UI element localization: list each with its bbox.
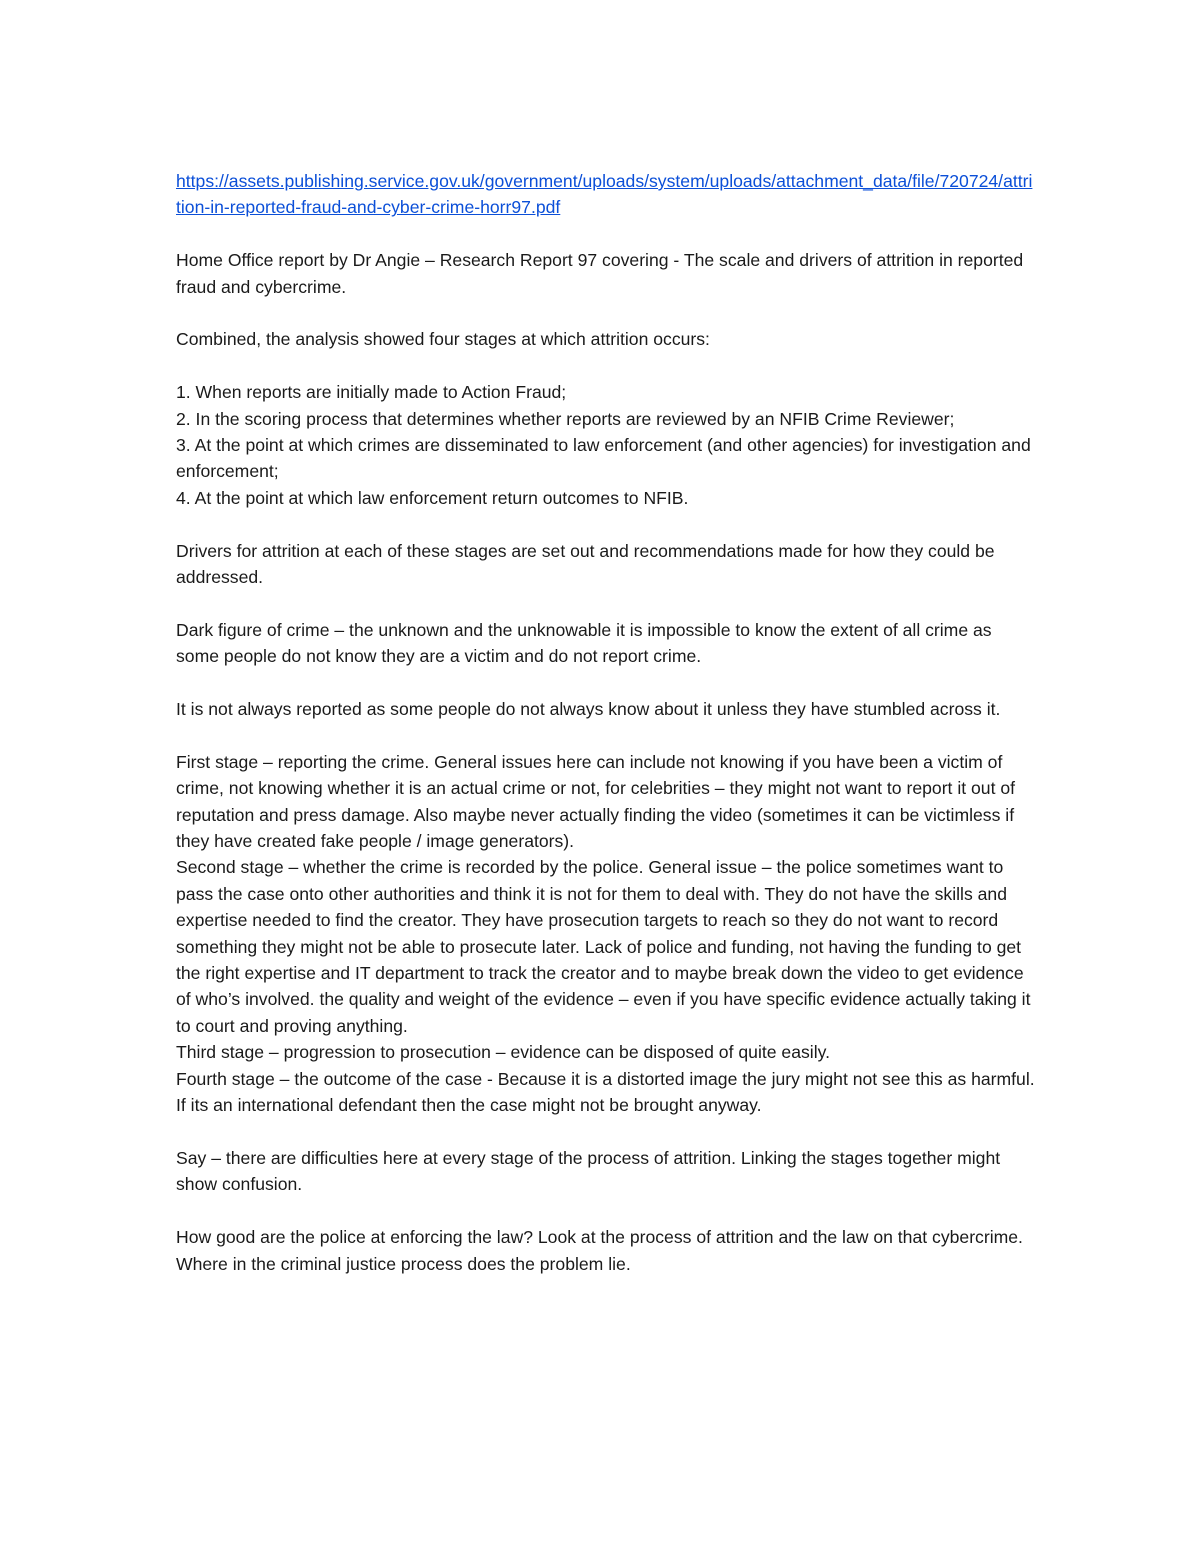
list-item: 1. When reports are initially made to Action Fraud; [176,382,567,403]
document-body [176,168,1036,1303]
drivers-paragraph: Drivers for attrition at each of these stages are set out and recommendations made for how they could be addressed. [176,540,995,588]
first-stage-paragraph: First stage – reporting the crime. General issues here can include not knowing if you have been a victim of crime, not knowing whether it is an actual crime or not, for celebrities – they might not want to report it out of reputation and press damage. Also maybe never actually finding the video (sometimes it can be victimless if they have created fake people / image generators). [176,751,1016,852]
stages-notes [176,749,1036,1119]
third-stage-paragraph: Third stage – progression to prosecution – evidence can be disposed of quite easily. [176,1042,830,1063]
question-paragraph: How good are the police at enforcing the law? Look at the process of attrition and the law on that cybercrime. Where in the criminal justice process does the problem lie. [176,1227,1023,1274]
list-item: 4. At the point at which law enforcement return outcomes to NFIB. [176,487,689,508]
fourth-stage-paragraph: Fourth stage – the outcome of the case - Because it is a distorted image the jury might not see this as harmful. If its an international defendant then the case might not be brought anyway. [176,1068,1035,1116]
second-stage-paragraph: Second stage – whether the crime is recorded by the police. General issue – the police sometimes want to pass the case onto other authorities and think it is not for them to deal with. They do not have the skills and expertise needed to find the creator. They have prosecution targets to reach so they do not want to record something they might not be able to prosecute later. Lack of police and funding, not having the funding to get the right expertise and IT department to track the creator and to maybe break down the video to get evidence of who’s involved. the quality and weight of the evidence – even if you have specific evidence actually taking it to court and proving anything. [176,857,1031,1036]
combined-paragraph: Combined, the analysis showed four stages at which attrition occurs: [176,329,710,350]
report-link-paragraph [176,168,1036,221]
intro-paragraph: Home Office report by Dr Angie – Research Report 97 covering - The scale and drivers of attrition in reported fraud and cybercrime. [176,250,1024,297]
list-item: 3. At the point at which crimes are disseminated to law enforcement (and other agencies) for investigation and enforcement; [176,435,1031,482]
say-paragraph: Say – there are difficulties here at every stage of the process of attrition. Linking the stages together might show confusion. [176,1147,1001,1195]
report-link[interactable]: https://assets.publishing.service.gov.uk/government/uploads/system/uploads/attachment_data/file/720724/attrition-in-reported-fraud-and-cyber-crime-horr97.pdf [176,171,1033,218]
dark-figure-paragraph: Dark figure of crime – the unknown and the unknowable it is impossible to know the extent of all crime as some people do not know they are a victim and do not report crime. [176,619,992,667]
list-item: 2. In the scoring process that determines whether reports are reviewed by an NFIB Crime Reviewer; [176,408,955,429]
not-reported-paragraph: It is not always reported as some people do not always know about it unless they have stumbled across it. [176,699,1001,720]
attrition-stage-list [176,379,1036,511]
